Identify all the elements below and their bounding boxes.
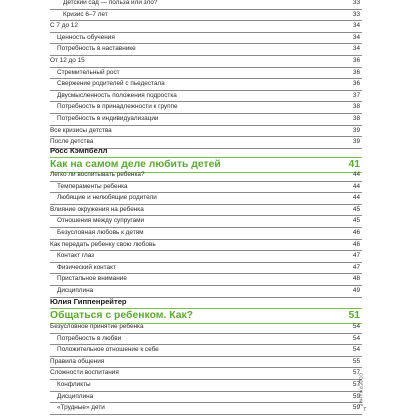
toc-entry <box>50 403 362 415</box>
toc-entry-title: Дисциплина <box>57 286 94 294</box>
toc-entry <box>50 263 362 275</box>
toc-entry <box>50 216 362 228</box>
sidebar-label <box>356 370 366 410</box>
toc-entry <box>50 345 362 357</box>
toc-entry-page: 47 <box>352 263 360 271</box>
toc-entry-page: 59 <box>352 392 360 400</box>
chapter-page: 51 <box>348 310 360 321</box>
toc-entry-title: Как передать ребенку свою любовь <box>50 240 156 248</box>
author-name-campbell: Росс Кэмпбелл <box>50 146 108 155</box>
toc-entry <box>50 182 362 194</box>
toc-entry-page: 39 <box>352 126 360 134</box>
toc-entry-title: Темпераменты ребенка <box>57 182 128 190</box>
page-number: 7 <box>363 407 366 413</box>
toc-section-1 <box>50 0 362 149</box>
chapter-page: 41 <box>348 159 360 170</box>
toc-entry-page: 36 <box>352 56 360 64</box>
toc-entry-page: 46 <box>352 240 360 248</box>
sidebar-label-text: СОДЕРЖАНИЕ <box>358 373 364 407</box>
toc-entry <box>50 114 362 126</box>
toc-entry-page: 57 <box>352 369 360 377</box>
toc-entry-title: Детский сад — польза или зло? <box>63 0 158 6</box>
toc-entry-title: Потребность в любви <box>57 334 122 342</box>
toc-entry-title: От 12 до 15 <box>50 56 85 64</box>
toc-entry-title: Кризис 6–7 лет <box>63 10 108 18</box>
toc-entry-title: Отношения между супругами <box>57 217 145 225</box>
toc-entry <box>50 21 362 33</box>
toc-entry-title: Пристальное внимание <box>57 275 127 283</box>
toc-entry-page: 46 <box>352 228 360 236</box>
toc-entry-page: 33 <box>352 0 360 6</box>
toc-entry-title: Стремительный рост <box>57 68 120 76</box>
toc-entry <box>50 44 362 56</box>
toc-entry-title: Все кризисы детства <box>50 126 112 134</box>
toc-entry-page: 34 <box>352 45 360 53</box>
toc-entry <box>50 205 362 217</box>
toc-entry-title: Влияние окружения на ребенка <box>50 205 144 213</box>
toc-entry-page: 44 <box>352 194 360 202</box>
toc-entry-title: Сложности воспитания <box>50 369 119 377</box>
toc-entry <box>50 334 362 346</box>
toc-entry-title: С 7 до 12 <box>50 22 78 30</box>
toc-entry <box>50 286 362 298</box>
toc-entry <box>50 274 362 286</box>
toc-entry-title: «Трудные» дети <box>57 404 105 412</box>
toc-entry-page: 45 <box>352 205 360 213</box>
chapter-title: Как на самом деле любить детей <box>50 159 221 170</box>
toc-entry-title: Безусловное принятие ребенка <box>50 323 144 330</box>
author-name-gippenreiter: Юлия Гиппенрейтер <box>50 297 127 306</box>
toc-entry <box>50 68 362 80</box>
toc-entry <box>50 102 362 114</box>
toc-entry-title: Контакт глаз <box>57 252 95 260</box>
toc-entry <box>50 251 362 263</box>
toc-entry <box>50 0 362 10</box>
toc-entry-page: 45 <box>352 217 360 225</box>
toc-entry-page: 44 <box>352 171 360 178</box>
toc-entry-title: После детства <box>50 138 94 146</box>
chapter-title: Общаться с ребенком. Как? <box>50 310 194 321</box>
toc-entry <box>50 228 362 240</box>
toc-entry-title: Правила общения <box>50 357 105 365</box>
toc-entry-title: Конфликты <box>57 380 91 388</box>
toc-entry-page: 37 <box>352 91 360 99</box>
toc-entry <box>50 33 362 45</box>
toc-entry-title: Потребность в индивидуализации <box>57 114 159 122</box>
toc-entry-page: 49 <box>352 286 360 294</box>
toc-entry <box>50 380 362 392</box>
toc-entry-title: Физический контакт <box>57 263 116 271</box>
toc-entry-page: 54 <box>352 334 360 342</box>
toc-entry-title: Потребность в наставнике <box>57 45 136 53</box>
toc-entry-title: Дисциплина <box>57 392 94 400</box>
toc-entry-page: 33 <box>352 10 360 18</box>
toc-entry-page: 34 <box>352 33 360 41</box>
toc-entry <box>50 10 362 22</box>
toc-entry-title: Безусловная любовь к детям <box>57 228 144 236</box>
toc-entry-page: 57 <box>352 380 360 388</box>
toc-entry <box>50 91 362 103</box>
toc-entry-title: Двусмысленность положения подростка <box>57 91 177 99</box>
toc-entry-page: 38 <box>352 114 360 122</box>
toc-entry-title: Свержение родителей с пьедестала <box>57 80 165 88</box>
toc-entry-page: 39 <box>352 138 360 146</box>
toc-entry-title: Потребность в принадлежности к группе <box>57 103 178 111</box>
toc-entry-page: 54 <box>352 323 360 330</box>
toc-entry-page: 34 <box>352 22 360 30</box>
toc-entry <box>50 392 362 404</box>
toc-entry <box>50 240 362 252</box>
toc-section-2 <box>50 170 362 298</box>
toc-entry-page: 36 <box>352 68 360 76</box>
toc-entry-page: 48 <box>352 275 360 283</box>
toc-entry-page: 44 <box>352 182 360 190</box>
toc-entry <box>50 357 362 369</box>
toc-entry <box>50 126 362 138</box>
toc-entry-page: 54 <box>352 346 360 354</box>
toc-entry-page: 47 <box>352 252 360 260</box>
toc-entry-title: Легко ли воспитывать ребенка? <box>50 171 145 178</box>
toc-entry <box>50 193 362 205</box>
toc-entry-page: 55 <box>352 357 360 365</box>
toc-entry <box>50 322 362 334</box>
toc-entry-page: 59 <box>352 404 360 412</box>
toc-entry-title: Ценность обучения <box>57 33 115 41</box>
toc-entry-title: Любящие и нелюбящие родители <box>57 194 157 202</box>
toc-entry <box>50 368 362 380</box>
toc-entry <box>50 79 362 91</box>
toc-section-3 <box>50 322 362 415</box>
toc-entry <box>50 56 362 68</box>
toc-entry-page: 36 <box>352 80 360 88</box>
toc-entry-title: Положительное отношение к себе <box>57 346 159 354</box>
toc-entry-page: 38 <box>352 103 360 111</box>
toc-entry <box>50 170 362 182</box>
